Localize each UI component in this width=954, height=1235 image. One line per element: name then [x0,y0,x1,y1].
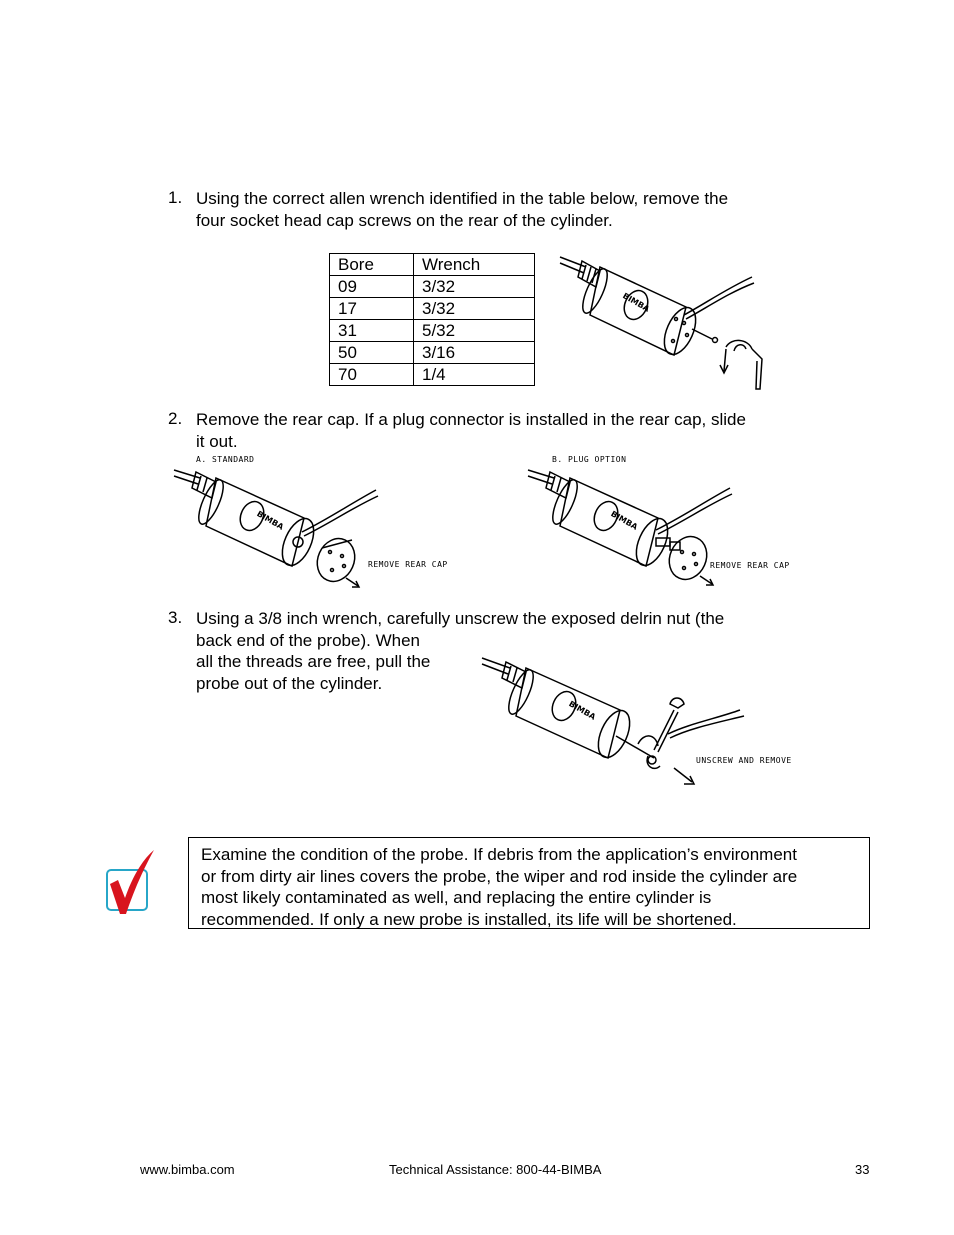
remove-rear-cap-label-a: REMOVE REAR CAP [368,560,448,569]
footer-technical-assistance: Technical Assistance: 800-44-BIMBA [389,1162,602,1177]
table-cell-bore: 50 [330,342,414,364]
table-cell-wrench: 5/32 [414,320,535,342]
step-3-line-2: back end of the probe). When [196,630,420,650]
step-2-number: 2. [168,409,183,428]
cylinder-logo-2: BIMBA [255,509,286,532]
checkmark-icon [104,848,158,918]
table-row [330,298,535,320]
step-1-text [196,188,728,231]
page-number: 33 [855,1162,870,1177]
table-row [330,364,535,386]
probe-condition-note [188,837,870,929]
standard-caption: A. STANDARD [196,455,255,464]
table-row [330,342,535,364]
remove-rear-cap-plug-option-illustration [522,452,812,592]
table-row [330,276,535,298]
remove-rear-cap-label-b: REMOVE REAR CAP [710,561,790,570]
step-3-line-1: Using a 3/8 inch wrench, carefully unscrew the exposed delrin nut (the [196,609,725,628]
cylinder-logo-4: BIMBA [567,699,598,722]
step-3-line-3: all the threads are free, pull the [196,652,431,671]
step-2-line-1: Remove the rear cap. If a plug connector is installed in the rear cap, slide [196,410,746,429]
step-2-text [196,409,746,452]
cylinder-logo-3: BIMBA [609,509,640,532]
note-line-2: or from dirty air lines covers the probe, the wiper and rod inside the cylinder are [201,866,798,886]
table-cell-bore: 70 [330,364,414,386]
wrench-size-table [329,253,535,386]
step-3-number: 3. [168,608,183,627]
note-line-1: Examine the condition of the probe. If debris from the application’s environment [201,845,797,864]
table-header-row [330,254,535,276]
step-1-line-2: four socket head cap screws on the rear of the cylinder. [196,210,613,230]
table-cell-wrench: 3/32 [414,276,535,298]
footer-website: www.bimba.com [140,1162,235,1177]
step-2-line-2: it out. [196,431,238,451]
table-header-wrench: Wrench [414,254,535,276]
step-1-line-1: Using the correct allen wrench identified in the table below, remove the [196,189,729,208]
table-cell-wrench: 1/4 [414,364,535,386]
table-cell-wrench: 3/32 [414,298,535,320]
plug-option-caption: B. PLUG OPTION [552,455,627,464]
note-line-3: most likely contaminated as well, and replacing the entire cylinder is [201,888,712,907]
unscrew-and-remove-label: UNSCREW AND REMOVE [696,756,792,765]
table-cell-bore: 17 [330,298,414,320]
unscrew-probe-illustration [478,648,808,793]
note-line-4: recommended. If only a new probe is installed, its life will be shortened. [201,909,737,929]
table-header-bore: Bore [330,254,414,276]
table-cell-bore: 31 [330,320,414,342]
cylinder-allen-wrench-illustration [556,243,786,395]
table-cell-wrench: 3/16 [414,342,535,364]
table-row [330,320,535,342]
step-1-number: 1. [168,188,183,207]
remove-rear-cap-standard-illustration [170,452,460,592]
table-cell-bore: 09 [330,276,414,298]
step-3-line-4: probe out of the cylinder. [196,673,383,693]
cylinder-logo-1: BIMBA [621,291,651,314]
